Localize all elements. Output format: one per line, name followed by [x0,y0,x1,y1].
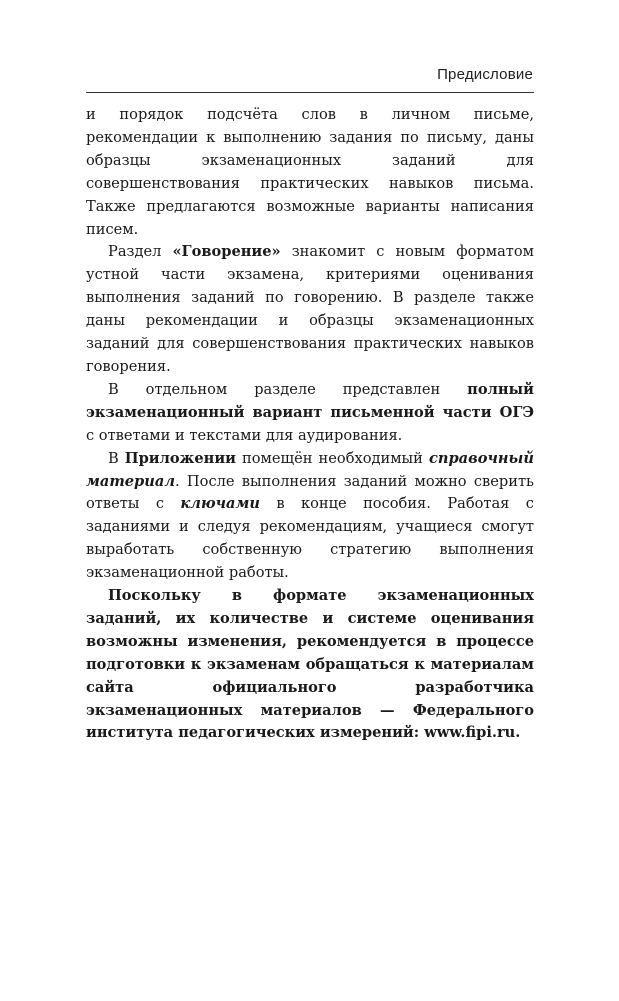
paragraph-writing-continued [86,104,534,241]
paragraph-fipi-notice [86,585,534,745]
paragraph-text: . После выполнения заданий можно сверить ответы с [86,472,534,513]
paragraph-speaking [86,241,534,378]
paragraph-appendix [86,448,534,585]
paragraph-text: В [108,449,125,467]
paragraph-text: в конце пособия. Работая с заданиями и следуя рекомендациям, учащиеся смогут выработать собственную стратегию выполнения экзаменационной работы. [86,495,534,582]
paragraph-text: Раздел [108,243,173,261]
header-rule [86,92,534,93]
appendix-emphasis: Приложении [124,449,236,467]
paragraph-text: В отдельном разделе представлен [108,380,468,398]
running-head-title: Предисловие [437,66,533,83]
page-body [86,104,534,745]
full-variant-emphasis: полный экзаменационный вариант письменной части ОГЭ [86,380,534,421]
answer-keys-emphasis: ключами [180,495,260,513]
paragraph-text: помещён необходимый [235,449,429,467]
paragraph-text: с ответами и текстами для аудирования. [86,426,403,444]
reference-material-emphasis: справочный материал [86,449,534,490]
section-name-speaking: «Говорение» [172,243,281,261]
paragraph-full-variant [86,379,534,448]
paragraph-text: Поскольку в формате экзаменационных заданий, их количестве и системе оценивания возможны изменения, рекомендуется в процессе подготовки к экзаменам обращаться к материалам сайта официального разработчика экзаменационных материалов — Федерального института педагогических измерений: www.fipi.ru. [86,587,534,742]
paragraph-text: знакомит с новым форматом устной части экзамена, критериями оценивания выполнения заданий по говорению. В разделе также даны рекомендации и образцы экзаменационных заданий для совершенствования практических навыков говорения. [86,243,535,375]
paragraph-text: и порядок подсчёта слов в личном письме, рекомендации к выполнению задания по письму, даны образцы экзаменационных заданий для совершенствования практических навыков письма. Также предлагаются возможные варианты написания писем. [86,106,534,238]
